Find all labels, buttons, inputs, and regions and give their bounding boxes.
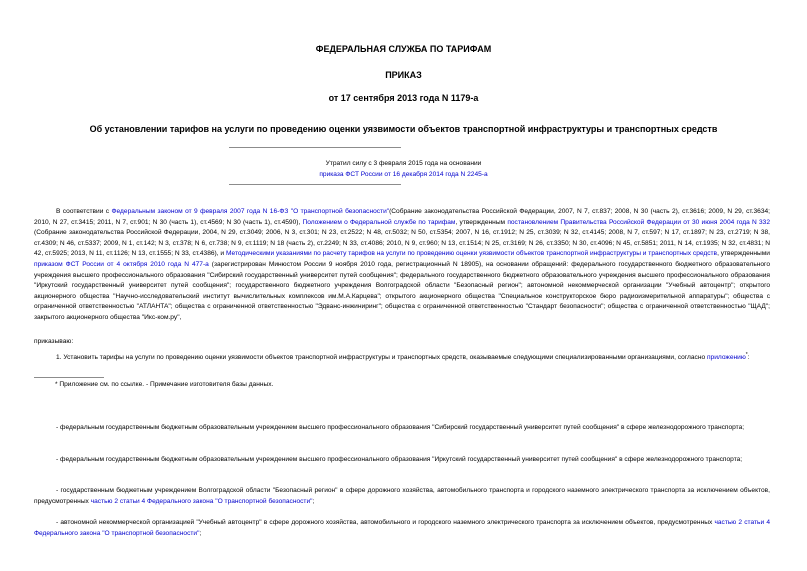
order-item-text: : xyxy=(747,354,750,362)
list-item-text: - автономной некоммерческой организацией "Учебный автоцентр" в сфере дорожного хозяйства, автомобильного и городского наземного электрического транспорта за исключением объектов, предусмотренных xyxy=(56,519,715,526)
methodical-guidelines-link[interactable]: Методическими указаниями по расчету тарифов на услуги по проведению оценки уязвимости объектов транспортной инфраструктуры и транспортных средств xyxy=(225,250,718,258)
footnote-text: * Приложение см. по ссылке. - Примечание изготовителя базы данных. xyxy=(55,381,274,388)
footnote-divider xyxy=(34,377,104,378)
list-item xyxy=(34,518,770,539)
fst-order-477a-link[interactable]: приказом ФСТ России от 4 октября 2010 года N 477-а xyxy=(34,260,209,268)
preamble-text: (Собрание законодательства Российской Федерации, 2007, N 7, ст.837; 2008, N 30 (часть 2), ст.3616; 2009, N 29, ст.3634; 2010, N 27, ст.3415; 2011, N 7, ст.901; N 30 (часть 1), ст.4569; N 30 (часть 1), ст.4590), xyxy=(34,208,770,226)
status-link-line xyxy=(0,171,807,178)
order-item-text: 1. Установить тарифы на услуги по проведению оценки уязвимости объектов транспортной инфраструктуры и транспортных средств, оказываемые следующими специализированными организациями, согласно xyxy=(56,354,707,362)
law-16fz-link[interactable]: Федеральным законом от 9 февраля 2007 года N 16-ФЗ "О транспортной безопасности" xyxy=(111,208,390,215)
list-item xyxy=(34,455,770,466)
list-item-text: - федеральным государственным бюджетным образовательным учреждением высшего профессионального образования "Сибирский государственный университет путей сообщения" в сфере железнодорожного транспорта; xyxy=(56,424,745,431)
fst-regulation-link[interactable]: Положением о Федеральной службе по тарифам xyxy=(302,218,456,226)
preamble-text: В соответствии с xyxy=(56,208,112,215)
status-note: Утратил силу с 3 февраля 2015 года на основании xyxy=(325,160,482,167)
preamble-text: , утвержденными xyxy=(717,250,770,258)
document-title: Об установлении тарифов на услуги по проведению оценки уязвимости объектов транспортной инфраструктуры и транспортных средств xyxy=(89,124,718,134)
list-item-text: - государственным бюджетным учреждением Волгоградской области "Безопасный регион" в сфере дорожного хозяйства, автомобильного транспорта и городского наземного электрического транспорта за исключением объектов, предусмотренных xyxy=(34,487,770,505)
law-article-link[interactable]: частью 2 статьи 4 Федерального закона "О транспортной безопасности" xyxy=(90,497,313,505)
list-item-text: ; xyxy=(199,529,202,537)
order-word: приказываю: xyxy=(34,338,74,345)
footnote-marker: * xyxy=(745,352,748,358)
repeal-order-link[interactable]: приказа ФСТ России от 16 декабря 2014 года N 2245-а xyxy=(319,171,488,178)
preamble-paragraph xyxy=(34,207,770,324)
preamble-text: , утвержденным xyxy=(455,218,508,226)
list-item-text: - федеральным государственным бюджетным образовательным учреждением высшего профессионального образования "Иркутский государственный университет путей сообщения" в сфере железнодорожного транспорта; xyxy=(56,456,743,463)
divider-bottom xyxy=(229,184,401,185)
doc-type-heading: ПРИКАЗ xyxy=(385,70,422,80)
divider-top xyxy=(229,147,401,148)
law-article-link[interactable]: частью 2 статьи 4 Федерального закона "О транспортной безопасности" xyxy=(34,519,770,537)
preamble-text: (Собрание законодательства Российской Федерации, 2004, N 29, ст.3049; 2006, N 3, ст.301; N 23, ст.2522; N 48, ст.5032; N 50, ст.5354; 2007, N 16, ст.1912; N 25, ст.3039; N 32, ст.4145; 2008, N 7, ст.597; N 17, ст.1897; N 23, ст.2719; N 38, ст.4309; N 46, ст.5337; 2009, N 1, ст.142; N 3, ст.378; N 6, ст.738; N 9, ст.1119; N 18 (часть 2), ст.2249; N 33, ст.4086; 2010, N 9, ст.960; N 13, ст.1514; N 25, ст.3169; N 26, ст.3350; N 30, ст.4096; N 45, ст.5851; 2011, N 14, ст.1935; N 32, ст.4831; N 42, ст.5925; 2013, N 11, ст.1126; N 13, ст.1555; N 33, ст.4386), и xyxy=(34,229,770,258)
order-item-1 xyxy=(34,350,770,364)
list-item-text: ; xyxy=(312,497,315,505)
list-item xyxy=(34,486,770,507)
government-decree-link[interactable]: постановлением Правительства Российской Федерации от 30 июня 2004 года N 332 xyxy=(507,218,770,226)
list-item xyxy=(34,423,770,434)
appendix-link[interactable]: приложению xyxy=(706,354,746,362)
agency-heading: ФЕДЕРАЛЬНАЯ СЛУЖБА ПО ТАРИФАМ xyxy=(315,44,492,54)
doc-date-number: от 17 сентября 2013 года N 1179-а xyxy=(328,93,479,103)
preamble-text: (зарегистрирован Минюстом России 9 ноября 2010 года, регистрационный N 18905), на основании обращений: федерального государственного бюджетного образовательного учреждения высшего профессионального образования "Сибирский государственный университет путей сообщения"; федерального государственного бюджетного образовательного учреждения высшего профессионального образования "Иркутский государственный университет путей сообщения"; государственного бюджетного учреждения Волгоградской области "Безопасный регион"; автономной некоммерческой организации "Учебный автоцентр"; открытого акционерного общества "Научно-исследовательский институт вычислительных комплексов им.М.А.Карцева"; открытого акционерного общества "Специальное конструкторское бюро радиоизмерительной аппаратуры"; общества с ограниченной ответственностью "АТЛАНТА"; общества с ограниченной ответственностью "Эдванс-инжиниринг"; общества с ограниченной ответственностью "Стандарт безопасности"; общества с ограниченной ответственностью "ЩАД"; закрытого акционерного общества "Икс-ком.ру", xyxy=(34,260,770,321)
